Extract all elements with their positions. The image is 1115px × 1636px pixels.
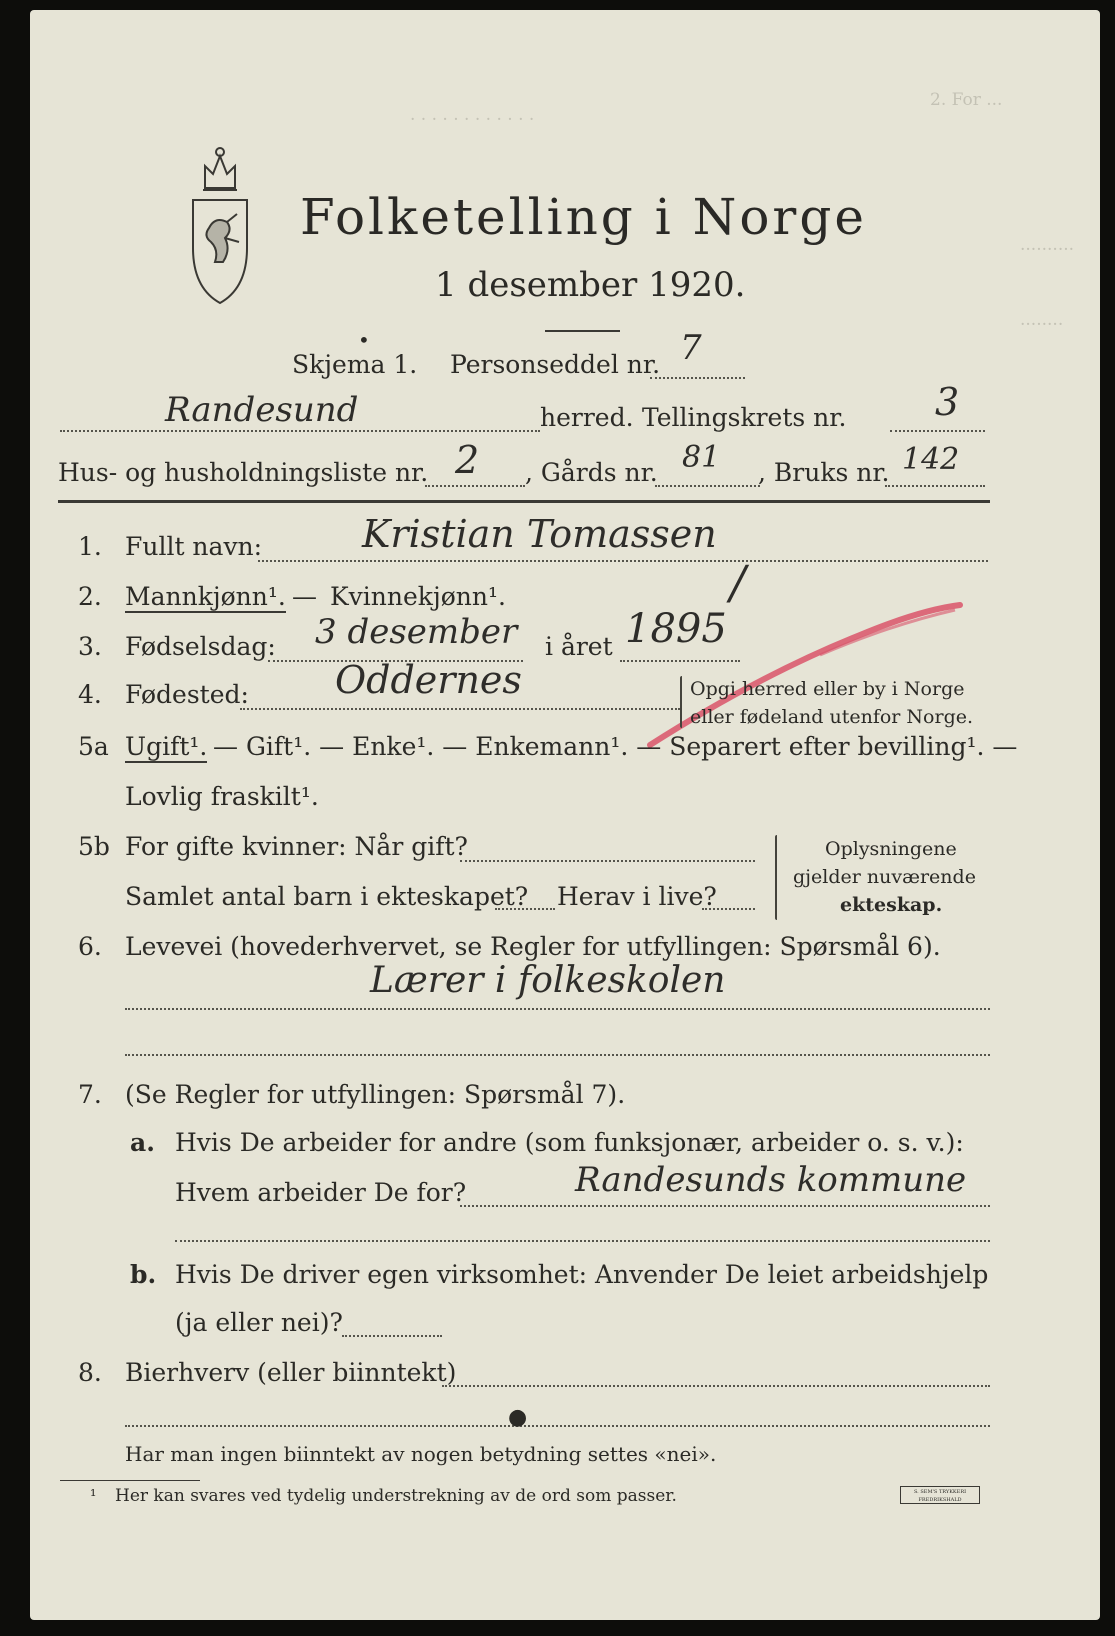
q4-note-line2: eller fødeland utenfor Norge. bbox=[690, 706, 974, 728]
q4-value: Oddernes bbox=[335, 658, 522, 702]
section-divider bbox=[58, 500, 990, 503]
census-form: 2. For ... . . . . . . . . . . . . .......... ........ Folketelling i Norge 1 desember 1920. • Skjema 1. Personseddel nr. 7 Randesund herred. Tellingskrets nr. 3 Hus- og husholdningsliste nr. 2 , Gårds nr. 81 , Bruks nr. 142 1. Fullt navn: Kristian Tomassen 2. Mannkjønn¹. — Kvinnekjønn¹. / 3. Fødselsdag: 3 desember i året 1895 4. Fødested: Oddernes Opgi herred eller by i Norge eller fødeland utenfor Norge. 5a Ugift¹. — Gift¹. — Enke¹. — Enkemann¹. — Separert efter bevilling¹. — Lovlig fraskilt¹. 5b For gifte kvinner: Når gift? Samlet antal barn i ekteskapet? Herav i live? Oplysningene gjelder nuværende ekteskap. 6. Levevei (hovederhvervet, se Regler for utfyllingen: Spørsmål 6). Lærer i folkeskolen 7. (Se Regler for utfyllingen: Spørsmål 7). a. Hvis De arbeider for andre (som funksjonær, arbeider o. s. v.): Hvem arbeider De for? Randesunds kommune b. Hvis De driver egen virksomhet: Anvender De leiet arbeidshjelp (ja eller nei)? 8. Bierhverv (eller biinntekt) ● Har man ingen biinntekt av nogen betydning settes «nei». ¹ Her kan svares ved tydelig understrekning av de ord som passer. S. SEM'S TRYKKERI FREDRIKSHALD bbox=[30, 10, 1100, 1620]
q2-female: Kvinnekjønn¹. bbox=[330, 582, 506, 611]
q5a-options: — Gift¹. — Enke¹. — Enkemann¹. — Separert efter bevilling¹. — bbox=[213, 732, 1018, 761]
q3-year-label: i året bbox=[545, 632, 613, 661]
hus-value: 2 bbox=[455, 438, 480, 482]
q5b-when-line bbox=[460, 860, 755, 862]
tellingskrets-line bbox=[890, 430, 985, 432]
q2-male: Mannkjønn¹. bbox=[125, 582, 286, 611]
q7b-letter: b. bbox=[130, 1260, 157, 1289]
footnote-text: Her kan svares ved tydelig understrekning av de ord som passer. bbox=[115, 1486, 677, 1506]
footnote-rule bbox=[60, 1480, 200, 1481]
q5b-note3: ekteskap. bbox=[840, 894, 943, 916]
q7a-letter: a. bbox=[130, 1128, 155, 1157]
title-rule bbox=[545, 330, 620, 332]
gards-value: 81 bbox=[682, 440, 721, 475]
tellingskrets-label: Tellingskrets nr. bbox=[642, 403, 847, 432]
q5b-alive-line bbox=[702, 908, 755, 910]
q7b-line1: Hvis De driver egen virksomhet: Anvender De leiet arbeidshjelp bbox=[175, 1260, 989, 1289]
q4-number: 4. bbox=[78, 680, 102, 709]
q6-label: Levevei (hovederhvervet, se Regler for utfyllingen: Spørsmål 6). bbox=[125, 932, 941, 961]
herred-value: Randesund bbox=[165, 390, 359, 430]
q7-label: (Se Regler for utfyllingen: Spørsmål 7). bbox=[125, 1080, 626, 1109]
q6-line2 bbox=[125, 1054, 990, 1056]
ink-dot: ● bbox=[508, 1405, 528, 1430]
gards-line bbox=[655, 485, 760, 487]
hus-label: Hus- og husholdningsliste nr. bbox=[58, 458, 429, 487]
q5b-children-line bbox=[495, 908, 555, 910]
q4-line bbox=[240, 708, 680, 710]
q7b-line bbox=[342, 1335, 442, 1337]
red-pencil-mark bbox=[640, 585, 970, 755]
q4-note-line1: Opgi herred eller by i Norge bbox=[690, 678, 965, 700]
q5b-note1: Oplysningene bbox=[825, 838, 957, 860]
q7a-extra-line bbox=[175, 1240, 990, 1242]
form-title: Folketelling i Norge bbox=[300, 188, 867, 246]
gards-label: , Gårds nr. bbox=[525, 458, 658, 487]
printer-stamp: S. SEM'S TRYKKERI FREDRIKSHALD bbox=[900, 1486, 980, 1504]
q2-pen-stroke: / bbox=[730, 555, 746, 609]
q5b-note2: gjelder nuværende bbox=[793, 866, 976, 888]
dot-mark: • bbox=[358, 328, 370, 352]
q7a-line bbox=[460, 1205, 990, 1207]
herred-line bbox=[60, 430, 540, 432]
tellingskrets-value: 3 bbox=[935, 380, 960, 424]
schema-label: Skjema 1. bbox=[292, 350, 418, 379]
q5b-brace bbox=[775, 835, 777, 920]
footer-note: Har man ingen biinntekt av nogen betydning settes «nei». bbox=[125, 1442, 717, 1466]
q7a-line1: Hvis De arbeider for andre (som funksjonær, arbeider o. s. v.): bbox=[175, 1128, 964, 1157]
norway-coat-of-arms-icon bbox=[175, 138, 265, 308]
herred-label: herred. bbox=[540, 403, 634, 432]
q6-line1 bbox=[125, 1008, 990, 1010]
q7a-value: Randesunds kommune bbox=[575, 1160, 967, 1200]
q2-sep: — bbox=[292, 582, 317, 611]
personseddel-value: 7 bbox=[680, 328, 702, 368]
q3-label: Fødselsdag: bbox=[125, 632, 276, 661]
q2-number: 2. bbox=[78, 582, 102, 611]
q5b-number: 5b bbox=[78, 832, 110, 861]
q3-number: 3. bbox=[78, 632, 102, 661]
q3-year-value: 1895 bbox=[625, 606, 727, 652]
q4-brace bbox=[680, 676, 682, 728]
q8-label: Bierhverv (eller biinntekt) bbox=[125, 1358, 457, 1387]
q8-number: 8. bbox=[78, 1358, 102, 1387]
hus-line bbox=[425, 485, 525, 487]
q5b-children-label: Samlet antal barn i ekteskapet? bbox=[125, 882, 529, 911]
q7-number: 7. bbox=[78, 1080, 102, 1109]
q7a-line2: Hvem arbeider De for? bbox=[175, 1178, 467, 1207]
q5a-line2: Lovlig fraskilt¹. bbox=[125, 782, 319, 811]
bruks-label: , Bruks nr. bbox=[758, 458, 890, 487]
q1-value: Kristian Tomassen bbox=[362, 512, 717, 556]
q6-value: Lærer i folkeskolen bbox=[370, 960, 726, 1001]
q7b-line2: (ja eller nei)? bbox=[175, 1308, 343, 1337]
q5b-line1: For gifte kvinner: Når gift? bbox=[125, 832, 468, 861]
footnote-mark: ¹ bbox=[90, 1486, 97, 1505]
census-date: 1 desember 1920. bbox=[435, 265, 746, 305]
q1-label: Fullt navn: bbox=[125, 532, 263, 561]
bruks-value: 142 bbox=[902, 442, 960, 477]
q8-line2 bbox=[125, 1425, 990, 1427]
q1-line bbox=[258, 560, 988, 562]
q5a-number: 5a bbox=[78, 732, 109, 761]
bruks-line bbox=[885, 485, 985, 487]
q4-label: Fødested: bbox=[125, 680, 249, 709]
q8-line1 bbox=[442, 1385, 990, 1387]
q3-day-value: 3 desember bbox=[315, 612, 518, 652]
personseddel-label: Personseddel nr. bbox=[450, 350, 661, 379]
q6-number: 6. bbox=[78, 932, 102, 961]
q1-number: 1. bbox=[78, 532, 102, 561]
personseddel-line bbox=[650, 377, 745, 379]
q5b-alive-label: Herav i live? bbox=[557, 882, 717, 911]
q5a-ugift: Ugift¹. bbox=[125, 732, 208, 761]
